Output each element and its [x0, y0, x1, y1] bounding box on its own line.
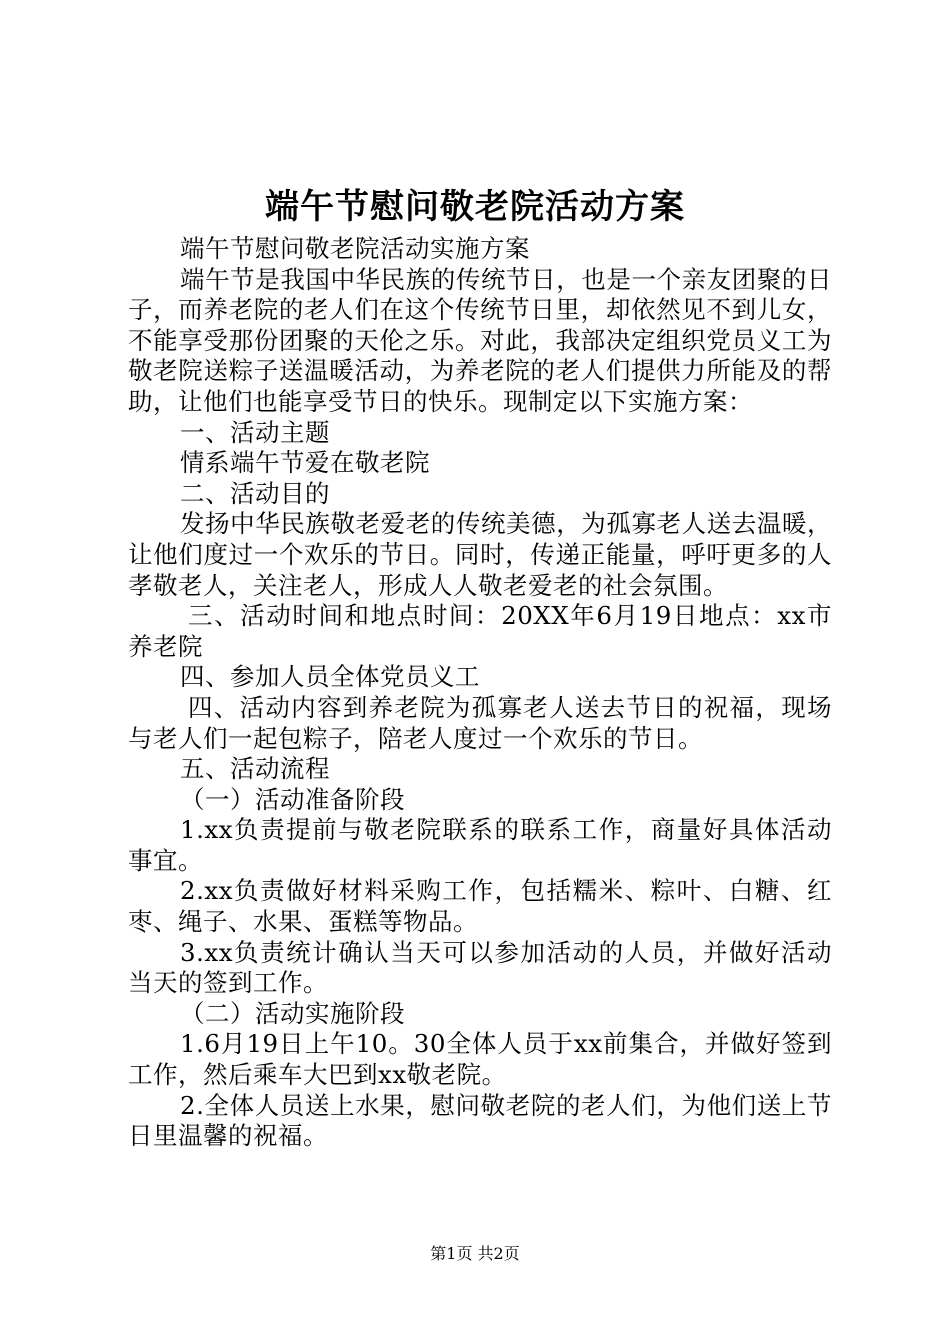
subsection-heading-implement: （二）活动实施阶段 [180, 998, 405, 1028]
prep-item-1: 1.xx负责提前与敬老院联系的联系工作，商量好具体活动事宜。 [128, 815, 832, 875]
implement-item-1: 1.6月19日上午10。30全体人员于xx前集合，并做好签到工作，然后乘车大巴到xx敬老院。 [128, 1029, 832, 1090]
section-heading-theme: 一、活动主题 [180, 417, 330, 447]
purpose-paragraph: 发扬中华民族敬老爱老的传统美德，为孤寡老人送去温暖，让他们度过一个欢乐的节日。同时，传递正能量，呼吁更多的人孝敬老人，关注老人，形成人人敬老爱老的社会氛围。 [128, 509, 832, 600]
time-place-paragraph: 三、活动时间和地点时间：20XX年6月19日地点：xx市养老院 [128, 601, 832, 661]
document-body [128, 234, 832, 1152]
section-heading-purpose: 二、活动目的 [180, 478, 330, 508]
implement-item-2: 2.全体人员送上水果，慰问敬老院的老人们，为他们送上节日里温馨的祝福。 [128, 1090, 832, 1151]
theme-paragraph: 情系端午节爱在敬老院 [180, 448, 430, 478]
page-number: 第1页 共2页 [430, 1244, 520, 1263]
participants-paragraph: 四、参加人员全体党员义工 [180, 662, 480, 692]
subtitle-paragraph: 端午节慰问敬老院活动实施方案 [180, 234, 530, 263]
section-heading-process: 五、活动流程 [180, 754, 330, 784]
prep-item-2: 2.xx负责做好材料采购工作，包括糯米、粽叶、白糖、红枣、绳子、水果、蛋糕等物品。 [128, 876, 832, 937]
prep-item-3: 3.xx负责统计确认当天可以参加活动的人员，并做好活动当天的签到工作。 [128, 937, 832, 998]
page-title: 端午节慰问敬老院活动方案 [265, 187, 685, 227]
intro-paragraph: 端午节是我国中华民族的传统节日，也是一个亲友团聚的日子，而养老院的老人们在这个传统节日里，却依然见不到儿女，不能享受那份团聚的天伦之乐。对此，我部决定组织党员义工为敬老院送粽子送温暖活动，为养老院的老人们提供力所能及的帮助，让他们也能享受节日的快乐。现制定以下实施方案： [128, 264, 832, 416]
subsection-heading-prep: （一）活动准备阶段 [180, 784, 405, 814]
content-paragraph: 四、活动内容到养老院为孤寡老人送去节日的祝福，现场与老人们一起包粽子，陪老人度过一个欢乐的节日。 [128, 692, 832, 753]
